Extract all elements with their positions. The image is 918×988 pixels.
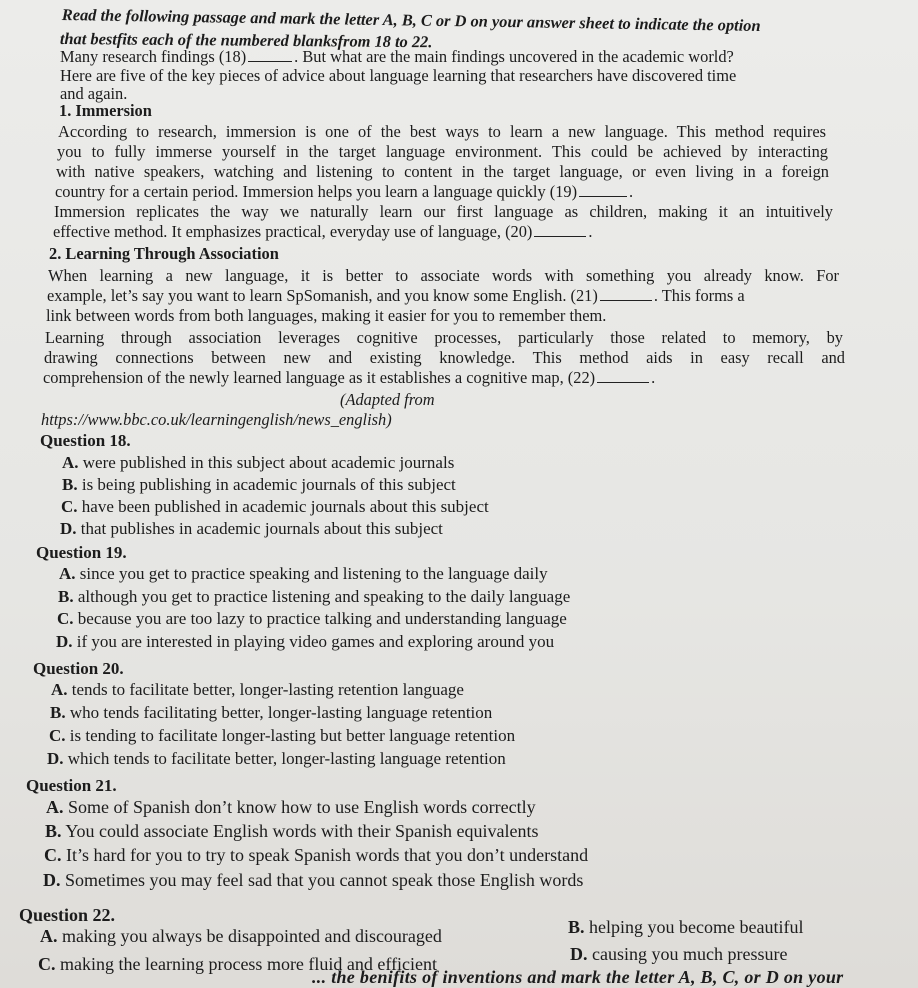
option-letter: C. (49, 726, 66, 745)
section-1-line-4 (55, 182, 633, 201)
option-text: helping you become beautiful (589, 917, 804, 937)
option-text: tends to facilitate better, longer-lasting retention language (71, 680, 464, 699)
option-letter: A. (40, 926, 58, 946)
source-adapted: (Adapted from (340, 390, 435, 409)
section-2-line-2-text: example, let’s say you want to learn SpSomanish, and you know some English. (21) (47, 286, 598, 305)
option-text: because you are too lazy to practice talking and understanding language (77, 609, 567, 628)
question-20-option-d (47, 749, 506, 768)
section-1-line-4-end: . (629, 182, 634, 201)
option-text: It’s hard for you to try to speak Spanish words that you don’t understand (66, 845, 589, 865)
option-text: if you are interested in playing video games and exploring around you (76, 632, 555, 651)
option-letter: D. (570, 944, 588, 964)
section-2-line-3: link between words from both languages, making it easier for you to remember them. (46, 306, 607, 325)
section-2-line-6-end: . (651, 368, 656, 387)
source-url: https://www.bbc.co.uk/learningenglish/news_english) (41, 410, 392, 429)
option-letter: D. (60, 519, 77, 538)
option-letter: B. (568, 917, 585, 937)
question-20-option-a (51, 680, 464, 699)
question-22-option-a (40, 927, 442, 946)
section-2-line-2-end: . This forms a (653, 286, 745, 305)
intro-line-1 (60, 47, 734, 66)
option-text: which tends to facilitate better, longer-lasting language retention (67, 749, 506, 768)
question-20-option-b (50, 703, 492, 722)
option-text: who tends facilitating better, longer-lasting language retention (69, 703, 493, 722)
instruction-line-1: Read the following passage and mark the letter A, B, C or D on your answer sheet to indicate the option (61, 5, 761, 35)
option-text: causing you much pressure (592, 944, 788, 964)
question-20-title: Question 20. (33, 659, 124, 678)
question-22-option-d (570, 945, 787, 964)
option-letter: B. (58, 587, 74, 606)
section-1-line-6-end: . (588, 222, 593, 241)
section-2-line-4: Learning through association leverages cognitive processes, particularly those related to memory, by (45, 328, 843, 347)
section-1-line-4-text: country for a certain period. Immersion helps you learn a language quickly (19) (55, 182, 578, 201)
option-text: were published in this subject about academic journals (82, 453, 455, 472)
section-2-line-6-text: comprehension of the newly learned language as it establishes a cognitive map, (22) (43, 368, 596, 387)
option-letter: D. (47, 749, 64, 768)
section-2-line-5: drawing connections between new and existing knowledge. This method aids in easy recall and (44, 348, 845, 367)
footer-partial-instruction: ... the benifits of inventions and mark the letter A, B, C, or D on your (312, 967, 844, 987)
option-text: is tending to facilitate longer-lasting but better language retention (69, 726, 516, 745)
option-text: Some of Spanish don’t know how to use English words correctly (68, 797, 536, 817)
blank-18 (248, 49, 292, 62)
question-19-option-c (57, 609, 567, 628)
section-1-line-2: you to fully immerse yourself in the target language environment. This could be achieved by interacting (57, 142, 828, 161)
question-22-option-b (568, 918, 803, 937)
option-text: You could associate English words with their Spanish equivalents (65, 821, 539, 841)
section-2-line-1: When learning a new language, it is better to associate words with something you already know. For (48, 266, 839, 285)
option-letter: B. (45, 821, 62, 841)
option-text: Sometimes you may feel sad that you cannot speak those English words (65, 870, 584, 890)
blank-19 (579, 184, 627, 197)
question-18-option-a (62, 453, 454, 472)
option-text: making you always be disappointed and discouraged (62, 926, 442, 946)
question-22-title: Question 22. (19, 905, 116, 925)
section-1-heading: 1. Immersion (59, 101, 152, 120)
section-2-line-6 (43, 368, 655, 387)
question-21-option-d (43, 871, 583, 890)
section-2-heading: 2. Learning Through Association (49, 244, 279, 263)
question-18-option-b (62, 475, 456, 494)
intro-line-3: and again. (60, 84, 128, 103)
option-letter: A. (46, 797, 64, 817)
option-text: that publishes in academic journals about this subject (80, 519, 443, 538)
question-21-title: Question 21. (26, 776, 117, 795)
section-2-line-2 (47, 286, 745, 305)
section-1-line-3: with native speakers, watching and listening to content in the target language, or even living in a foreign (56, 162, 829, 181)
option-letter: C. (44, 845, 62, 865)
option-text: have been published in academic journals about this subject (81, 497, 489, 516)
option-text: although you get to practice listening and speaking to the daily language (77, 587, 571, 606)
blank-22 (597, 370, 649, 383)
option-letter: D. (56, 632, 73, 651)
section-1-line-1: According to research, immersion is one of the best ways to learn a new language. This method requires (58, 122, 826, 141)
question-21-option-b (45, 822, 538, 841)
question-18-option-d (60, 519, 443, 538)
blank-20 (534, 224, 586, 237)
option-letter: A. (59, 564, 76, 583)
option-letter: C. (57, 609, 74, 628)
blank-21 (600, 288, 652, 301)
intro-line-1-start: Many research findings (18) (60, 47, 247, 66)
option-text: since you get to practice speaking and listening to the language daily (79, 564, 548, 583)
question-19-option-d (56, 632, 554, 651)
question-19-option-a (59, 564, 548, 583)
option-text: is being publishing in academic journals of this subject (81, 475, 456, 494)
option-text: making the learning process more fluid and efficient (60, 954, 438, 974)
section-1-line-6 (53, 222, 592, 241)
question-18-title: Question 18. (40, 431, 131, 450)
intro-line-2: Here are five of the key pieces of advice about language learning that researchers have discovered time (60, 66, 737, 85)
option-letter: C. (61, 497, 78, 516)
section-1-line-5: Immersion replicates the way we naturally learn our first language as children, making it an intuitively (54, 202, 833, 221)
question-21-option-c (44, 846, 588, 865)
question-20-option-c (49, 726, 515, 745)
option-letter: B. (50, 703, 66, 722)
option-letter: C. (38, 954, 56, 974)
option-letter: B. (62, 475, 78, 494)
question-19-option-b (58, 587, 570, 606)
question-21-option-a (46, 798, 536, 817)
option-letter: A. (51, 680, 68, 699)
option-letter: A. (62, 453, 79, 472)
instruction-line-2: that bestfits each of the numbered blanksfrom 18 to 22. (59, 29, 433, 52)
intro-line-1-end: . But what are the main findings uncovered in the academic world? (294, 47, 734, 66)
option-letter: D. (43, 870, 61, 890)
question-18-option-c (61, 497, 489, 516)
question-19-title: Question 19. (36, 543, 127, 562)
section-1-line-6-text: effective method. It emphasizes practical, everyday use of language, (20) (53, 222, 533, 241)
